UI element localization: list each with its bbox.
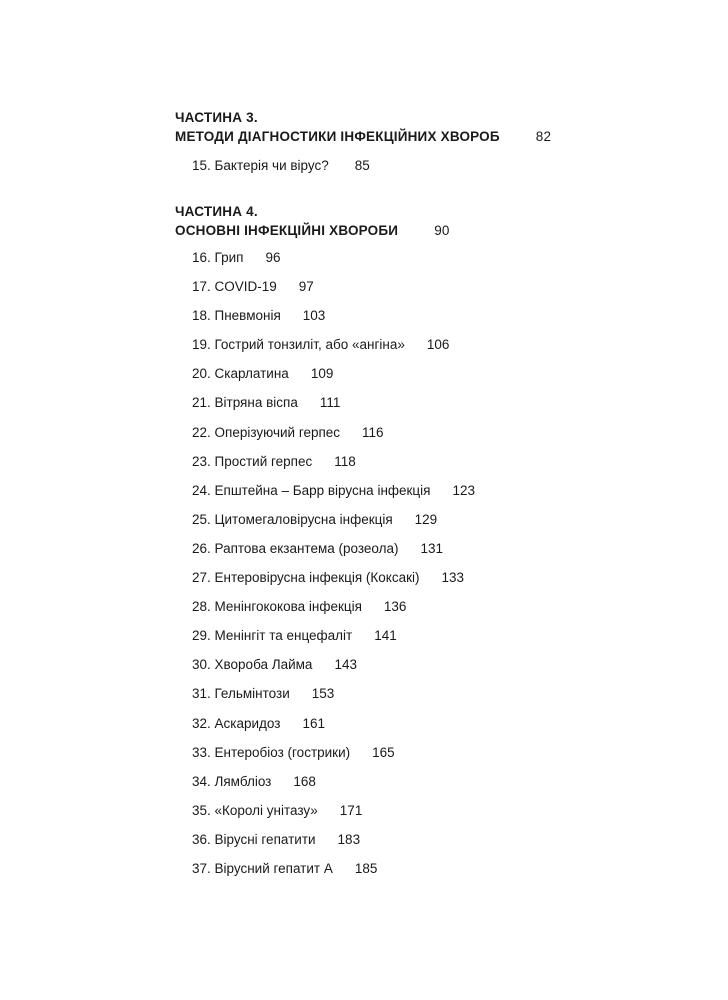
page-number: 161 [302, 715, 325, 731]
entry-title: 27. Ентеровірусна інфекція (Коксакі) [192, 570, 420, 586]
entry-title: 34. Лямбліоз [192, 773, 272, 789]
toc-entry [192, 831, 475, 860]
entry-title: 37. Вірусний гепатит А [192, 860, 333, 876]
page-number: 85 [354, 158, 370, 173]
part-3-heading [175, 108, 551, 146]
page-number: 90 [434, 223, 450, 238]
entry-title: 36. Вірусні гепатити [192, 831, 316, 847]
toc-entry [192, 685, 475, 714]
page-number: 153 [311, 686, 335, 702]
toc-entry [192, 365, 475, 394]
entry-title: 24. Епштейна – Барр вірусна інфекція [192, 482, 431, 498]
part-label: ЧАСТИНА 4. [175, 204, 258, 219]
entry-title: 29. Менінгіт та енцефаліт [192, 628, 353, 644]
part-title: МЕТОДИ ДІАГНОСТИКИ ІНФЕКЦІЙНИХ ХВОРОБ [175, 129, 500, 144]
entry-title: 33. Ентеробіоз (гострики) [192, 744, 351, 760]
toc-entry [192, 394, 475, 423]
entry-title: 26. Раптова екзантема (розеола) [192, 540, 399, 556]
entry-title: 17. COVID-19 [192, 279, 277, 295]
page-number: 123 [452, 482, 475, 498]
entry-title: 32. Аскаридоз [192, 715, 281, 731]
page-number: 133 [441, 570, 465, 586]
entry-title: 21. Вітряна віспа [192, 395, 298, 411]
toc-entry [192, 598, 475, 627]
entry-title: 20. Скарлатина [192, 366, 289, 382]
entry-title: 23. Простий герпес [192, 453, 313, 469]
toc-entry [192, 860, 475, 889]
toc-entry [192, 511, 475, 540]
toc-entry [192, 157, 370, 175]
part-4-heading [175, 202, 450, 240]
toc-entry [192, 773, 475, 802]
entry-title: 30. Хвороба Лайма [192, 657, 313, 673]
page-number: 136 [383, 599, 407, 615]
entry-title: 22. Оперізуючий герпес [192, 424, 341, 440]
toc-entry [192, 336, 475, 365]
toc-entry [192, 744, 475, 773]
toc-entry [192, 482, 475, 511]
entry-title: 35. «Королі унітазу» [192, 802, 318, 818]
entry-title: 28. Менінгококова інфекція [192, 599, 362, 615]
page-number: 103 [302, 308, 326, 324]
part-label: ЧАСТИНА 3. [175, 110, 258, 125]
toc-entry [192, 424, 475, 453]
entry-title: 31. Гельмінтози [192, 686, 290, 702]
toc-entry [192, 656, 475, 685]
toc-entry [192, 802, 475, 831]
page-number: 141 [374, 628, 397, 644]
page-number: 118 [334, 453, 356, 469]
part-title: ОСНОВНІ ІНФЕКЦІЙНІ ХВОРОБИ [175, 223, 399, 238]
toc-entry [192, 569, 475, 598]
toc-entry [192, 540, 475, 569]
page-number: 131 [420, 540, 444, 556]
toc-entry [192, 249, 475, 278]
entry-title: 25. Цитомегаловірусна інфекція [192, 511, 393, 527]
page-number: 129 [414, 511, 438, 527]
toc-entry [192, 453, 475, 482]
page-number: 171 [339, 802, 363, 818]
toc-entries [192, 249, 475, 889]
page-number: 116 [362, 424, 384, 440]
toc-entry [192, 307, 475, 336]
page-number: 165 [372, 744, 395, 760]
entry-title: 16. Грип [192, 250, 244, 265]
page-number: 143 [334, 657, 357, 673]
page-number: 185 [354, 860, 378, 876]
entry-title: 18. Пневмонія [192, 308, 281, 324]
toc-entry [192, 715, 475, 744]
page-number: 168 [293, 773, 316, 789]
page-number: 97 [298, 279, 314, 295]
page-number: 109 [310, 366, 334, 382]
page-number: 183 [337, 831, 361, 847]
toc-entry [192, 278, 475, 307]
entry-title: 15. Бактерія чи вірус? [192, 158, 329, 173]
page-number: 106 [426, 337, 450, 353]
entry-title: 19. Гострий тонзиліт, або «ангіна» [192, 337, 405, 353]
toc-entry [192, 627, 475, 656]
page-number: 111 [319, 395, 341, 411]
page-number: 96 [265, 250, 281, 265]
page-number: 82 [535, 129, 552, 144]
